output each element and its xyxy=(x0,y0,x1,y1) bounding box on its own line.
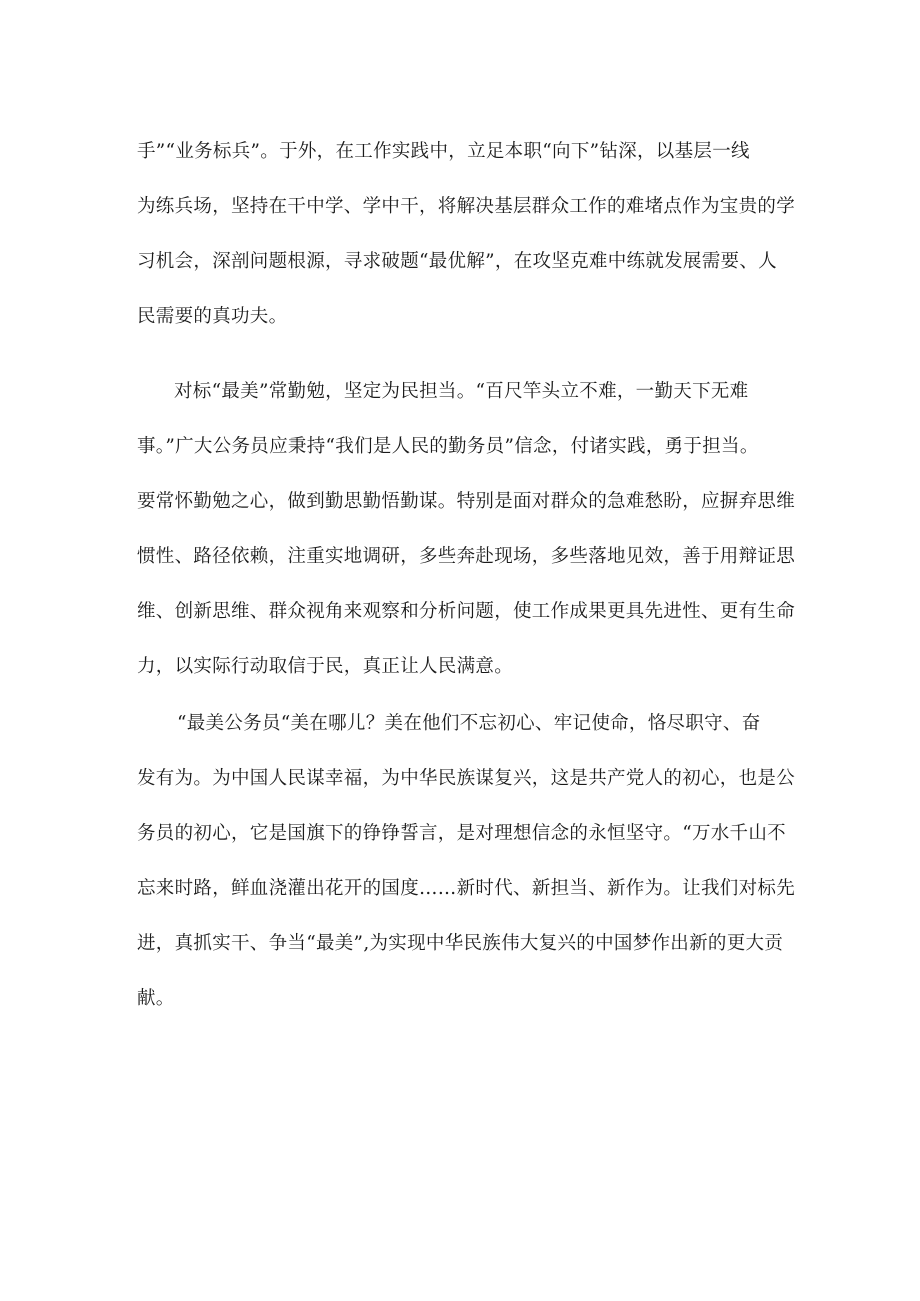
paragraph-line: 务员的初心，它是国旗下的铮铮誓言，是对理想信念的永恒坚守。“万水千山不 xyxy=(137,823,786,844)
paragraph-line: 要常怀勤勉之心，做到勤思勤悟勤谋。特别是面对群众的急难愁盼，应摒弃思维 xyxy=(137,491,796,512)
paragraph-3 xyxy=(137,696,796,1026)
paragraph-2 xyxy=(137,364,796,694)
paragraph-line: 惯性、路径依赖，注重实地调研，多些奔赴现场，多些落地见效，善于用辩证思 xyxy=(137,546,796,567)
paragraph-line: 手”“业务标兵”。于外，在工作实践中，立足本职“向下”钻深，以基层一线 xyxy=(137,141,750,162)
paragraph-line: 献。 xyxy=(137,988,175,1009)
paragraph-line: “最美公务员“美在哪儿？美在他们不忘初心、牢记使命，恪尽职守、奋 xyxy=(177,713,761,734)
paragraph-line: 力，以实际行动取信于民，真正让人民满意。 xyxy=(137,656,514,677)
paragraph-line: 民需要的真功夫。 xyxy=(137,306,288,327)
paragraph-line: 对标“最美”常勤勉，坚定为民担当。“百尺竿头立不难，一勤天下无难 xyxy=(174,381,749,402)
paragraph-line: 事。”广大公务员应秉持“我们是人民的勤务员”信念，付诸实践，勇于担当。 xyxy=(137,436,759,457)
paragraph-line: 为练兵场，坚持在干中学、学中干，将解决基层群众工作的难堵点作为宝贵的学 xyxy=(137,196,796,217)
paragraph-line: 维、创新思维、群众视角来观察和分析问题，使工作成果更具先进性、更有生命 xyxy=(137,601,796,622)
paragraph-line: 发有为。为中国人民谋幸福，为中华民族谋复兴，这是共产党人的初心，也是公 xyxy=(137,768,796,789)
paragraph-1 xyxy=(137,124,796,344)
paragraph-line: 忘来时路，鲜血浇灌出花开的国度……新时代、新担当、新作为。让我们对标先 xyxy=(137,878,796,899)
paragraph-line: 进，真抓实干、争当“最美”,为实现中华民族伟大复兴的中国梦作出新的更大贡 xyxy=(137,933,784,954)
paragraph-line: 习机会，深剖问题根源，寻求破题“最优解”，在攻坚克难中练就发展需要、人 xyxy=(137,251,777,272)
